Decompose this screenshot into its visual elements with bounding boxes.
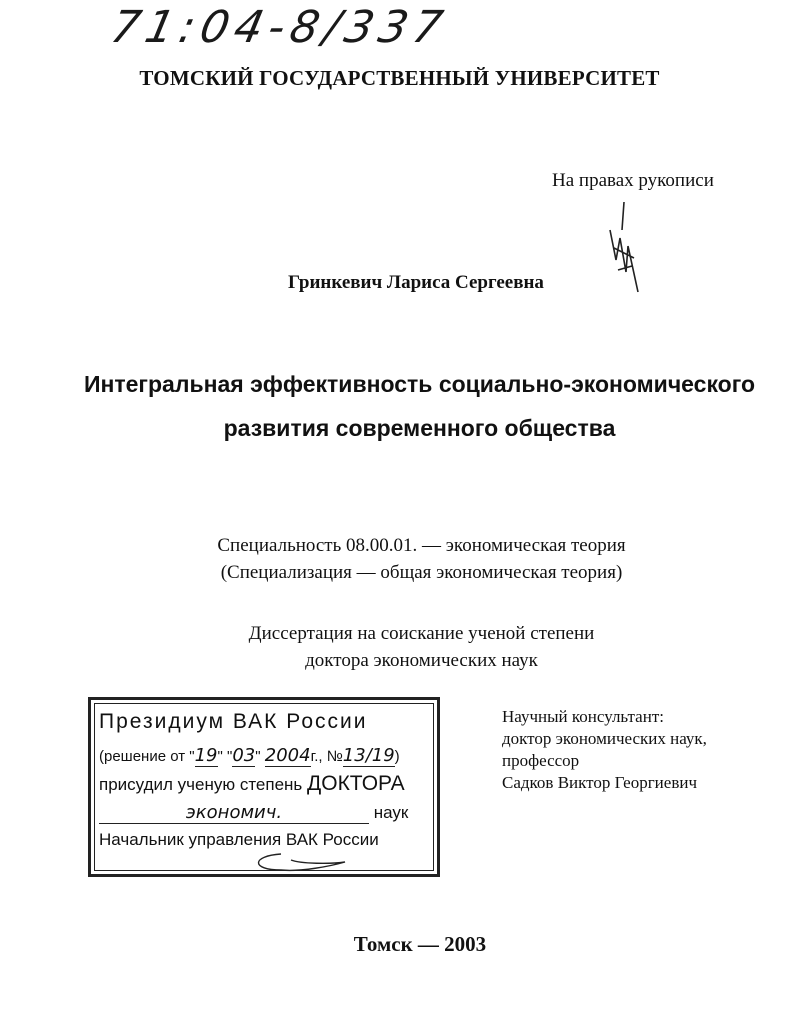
- consultant-line: Садков Виктор Георгиевич: [502, 773, 698, 792]
- degree-block: [0, 620, 799, 674]
- manuscript-note: На правах рукописи: [552, 170, 714, 191]
- decision-suffix: г., №: [310, 748, 343, 765]
- science-label: наук: [373, 803, 409, 822]
- archive-number: 71:04-8/337: [106, 2, 453, 53]
- stamp-science: [99, 802, 427, 824]
- consultant-line: Научный консультант:: [502, 707, 664, 726]
- stamp-awarded: [99, 772, 405, 796]
- decision-number: 13/19: [342, 745, 395, 766]
- decision-mid: " ": [217, 748, 233, 765]
- specialty-block: [0, 532, 799, 586]
- degree-line: доктора экономических наук: [305, 650, 538, 671]
- degree-line: Диссертация на соискание ученой степени: [248, 623, 595, 644]
- university-name: ТОМСКИЙ ГОСУДАРСТВЕННЫЙ УНИВЕРСИТЕТ: [139, 66, 660, 90]
- scientific-consultant: [502, 706, 707, 794]
- decision-close: ): [394, 748, 400, 765]
- signature-mark: [598, 200, 648, 300]
- stamp-head: Начальник управления ВАК России: [99, 830, 379, 849]
- title-line: Интегральная эффективность социально-экономического: [83, 371, 756, 397]
- consultant-line: профессор: [502, 751, 580, 770]
- awarded-label: присудил ученую степень: [99, 775, 303, 794]
- decision-month: 03: [232, 745, 256, 766]
- specialty-line: Специальность 08.00.01. — экономическая теория: [217, 535, 626, 556]
- consultant-line: доктор экономических наук,: [502, 729, 707, 748]
- decision-year: 2004: [264, 745, 311, 766]
- decision-mid2: ": [255, 748, 261, 765]
- stamp-decision: [99, 745, 400, 767]
- specialization-line: (Специализация — общая экономическая теория): [220, 562, 623, 583]
- city-year: Томск — 2003: [353, 932, 487, 956]
- stamp-signature: [241, 850, 351, 874]
- decision-day: 19: [194, 745, 218, 766]
- science-handwritten: экономич.: [99, 802, 369, 824]
- degree-word: ДОКТОРА: [307, 772, 405, 795]
- vak-stamp: [88, 697, 440, 877]
- decision-prefix: (решение от ": [99, 748, 195, 765]
- dissertation-title: [0, 362, 799, 450]
- stamp-title: Президиум ВАК России: [99, 710, 368, 733]
- author-name: Гринкевич Лариса Сергеевна: [288, 272, 544, 293]
- title-line: развития современного общества: [223, 415, 616, 441]
